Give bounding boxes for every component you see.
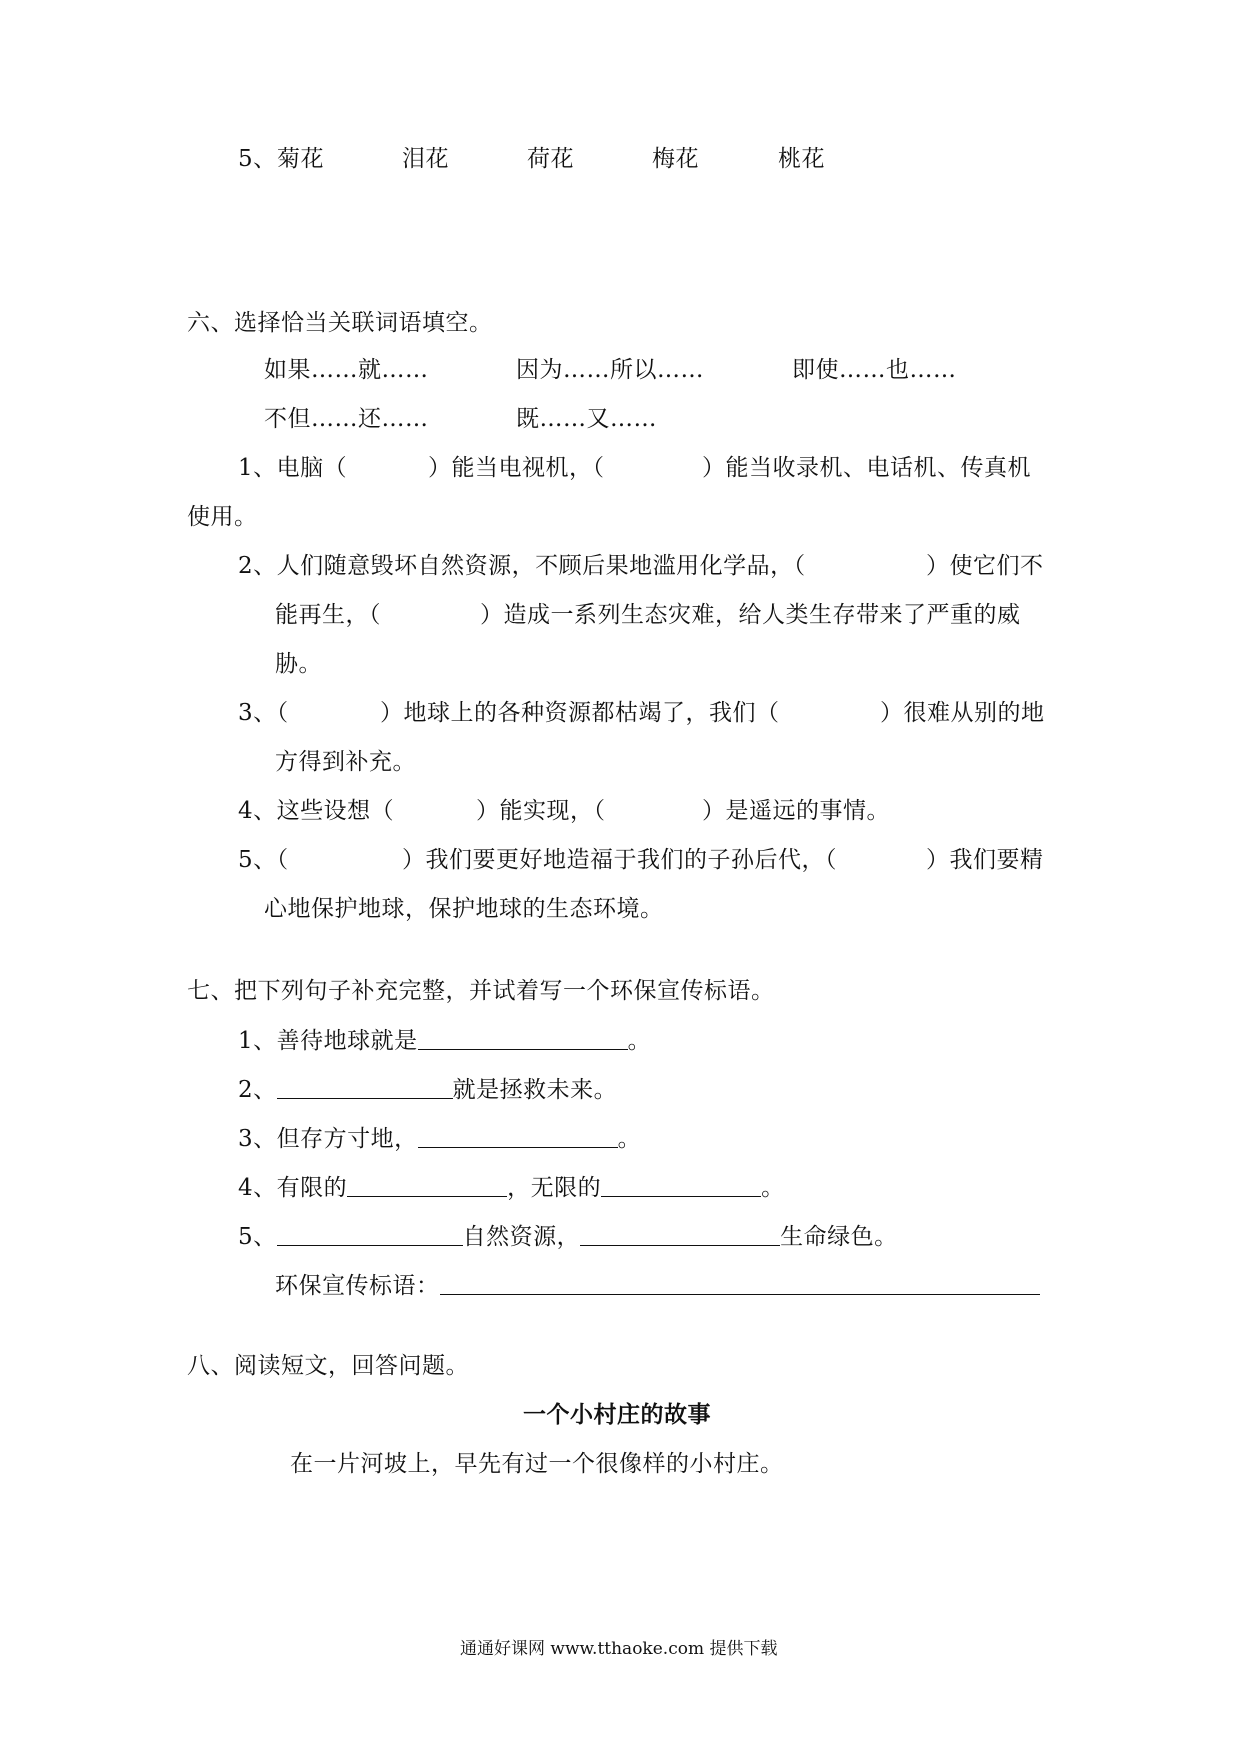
- s6q5-part-a: 5、（: [238, 847, 289, 873]
- section6-q2-line2: [0, 600, 1240, 630]
- s7q3-answer-blank[interactable]: [418, 1123, 618, 1148]
- option-jishi-ye: 即使……也……: [792, 357, 957, 383]
- section6-q4-line: [0, 796, 1240, 826]
- q5-item-2: 泪花: [402, 146, 449, 172]
- section6-heading: 六、选择恰当关联词语填空。: [187, 310, 493, 336]
- option-yinwei-suoyi: 因为……所以……: [516, 357, 704, 383]
- s6q5-part-b: ）我们要更好地造福于我们的子孙后代，（: [402, 847, 837, 873]
- s7q3-suffix: 。: [617, 1126, 642, 1152]
- option-budan-hai: 不但……还……: [264, 406, 429, 432]
- q5-word-row: [0, 144, 1240, 174]
- section6-q5-line1: [0, 845, 1240, 875]
- section6-q3-line1: [0, 698, 1240, 728]
- option-ji-you: 既……又……: [516, 406, 657, 432]
- section6-q1-line2: 使用。: [187, 504, 258, 530]
- section6-q2-line3: 胁。: [275, 651, 322, 677]
- section7-slogan: [275, 1270, 1040, 1301]
- section6-options-row-1: [0, 355, 1240, 385]
- s7q4-middle: ，无限的: [507, 1175, 602, 1201]
- s6q1-part-c: ）能当收录机、电话机、传真机: [702, 455, 1031, 481]
- s6q3-part-b: ）地球上的各种资源都枯竭了，我们（: [380, 700, 780, 726]
- q5-item-1: 菊花: [277, 146, 324, 172]
- q5-number: 5、: [238, 146, 277, 172]
- s6q1-part-a: 1、电脑（: [238, 455, 348, 481]
- s7q2-answer-blank[interactable]: [277, 1074, 453, 1099]
- s6q3-part-c: ）很难从别的地: [880, 700, 1045, 726]
- section6-q2-line1: [0, 551, 1240, 581]
- section7-heading: 七、把下列句子补充完整，并试着写一个环保宣传标语。: [187, 978, 775, 1004]
- option-rugu-jiu: 如果……就……: [264, 357, 429, 383]
- s7q4-prefix: 4、有限的: [238, 1175, 348, 1201]
- s7q4-answer-blank-2[interactable]: [601, 1172, 761, 1197]
- q5-item-5: 桃花: [778, 146, 825, 172]
- s7q4-answer-blank-1[interactable]: [347, 1172, 507, 1197]
- s6q5-part-c: ）我们要精: [926, 847, 1044, 873]
- section6-q5-line2: 心地保护地球，保护地球的生态环境。: [264, 896, 664, 922]
- slogan-answer-blank[interactable]: [440, 1270, 1040, 1295]
- s7q1-prefix: 1、善待地球就是: [238, 1028, 418, 1054]
- s7q5-suffix: 生命绿色。: [780, 1224, 898, 1250]
- section7-q2: [238, 1074, 617, 1105]
- s6q3-part-a: 3、（: [238, 700, 289, 726]
- section6-q3-line2: 方得到补充。: [275, 749, 416, 775]
- slogan-label: 环保宣传标语：: [275, 1273, 440, 1299]
- s7q1-suffix: 。: [627, 1028, 652, 1054]
- s6q2-part-b: ）使它们不: [926, 553, 1044, 579]
- section7-q5: [238, 1221, 898, 1252]
- s6q4-part-a: 4、这些设想（: [238, 798, 395, 824]
- q5-item-4: 梅花: [652, 146, 699, 172]
- section6-options-row-2: [0, 404, 1240, 434]
- s7q5-prefix: 5、: [238, 1224, 277, 1250]
- section7-q1: [238, 1025, 651, 1056]
- s7q5-answer-blank-2[interactable]: [580, 1221, 780, 1246]
- s6q1-part-b: ）能当电视机，（: [428, 455, 605, 481]
- s7q5-answer-blank-1[interactable]: [277, 1221, 463, 1246]
- s7q1-answer-blank[interactable]: [418, 1025, 628, 1050]
- section7-q4: [238, 1172, 785, 1203]
- s6q2-part-c: 能再生，（: [275, 602, 381, 628]
- s6q4-part-c: ）是遥远的事情。: [702, 798, 890, 824]
- s6q2-part-d: ）造成一系列生态灾难，给人类生存带来了严重的威: [480, 602, 1021, 628]
- s7q2-prefix: 2、: [238, 1077, 277, 1103]
- s7q2-suffix: 就是拯救未来。: [452, 1077, 618, 1103]
- section7-q3: [238, 1123, 641, 1154]
- story-title: 一个小村庄的故事: [523, 1401, 711, 1428]
- s7q4-suffix: 。: [761, 1175, 785, 1201]
- q5-item-3: 荷花: [527, 146, 574, 172]
- s6q4-part-b: ）能实现，（: [476, 798, 606, 824]
- s6q2-part-a: 2、人们随意毁坏自然资源，不顾后果地滥用化学品，（: [238, 553, 806, 579]
- s7q5-middle: 自然资源，: [462, 1224, 581, 1250]
- s7q3-prefix: 3、但存方寸地，: [238, 1126, 418, 1152]
- section8-heading: 八、阅读短文，回答问题。: [187, 1353, 469, 1379]
- page-footer: 通通好课网 www.tthaoke.com 提供下载: [460, 1639, 778, 1659]
- section6-q1-line1: [0, 453, 1240, 483]
- story-first-line: 在一片河坡上，早先有过一个很像样的小村庄。: [290, 1451, 784, 1477]
